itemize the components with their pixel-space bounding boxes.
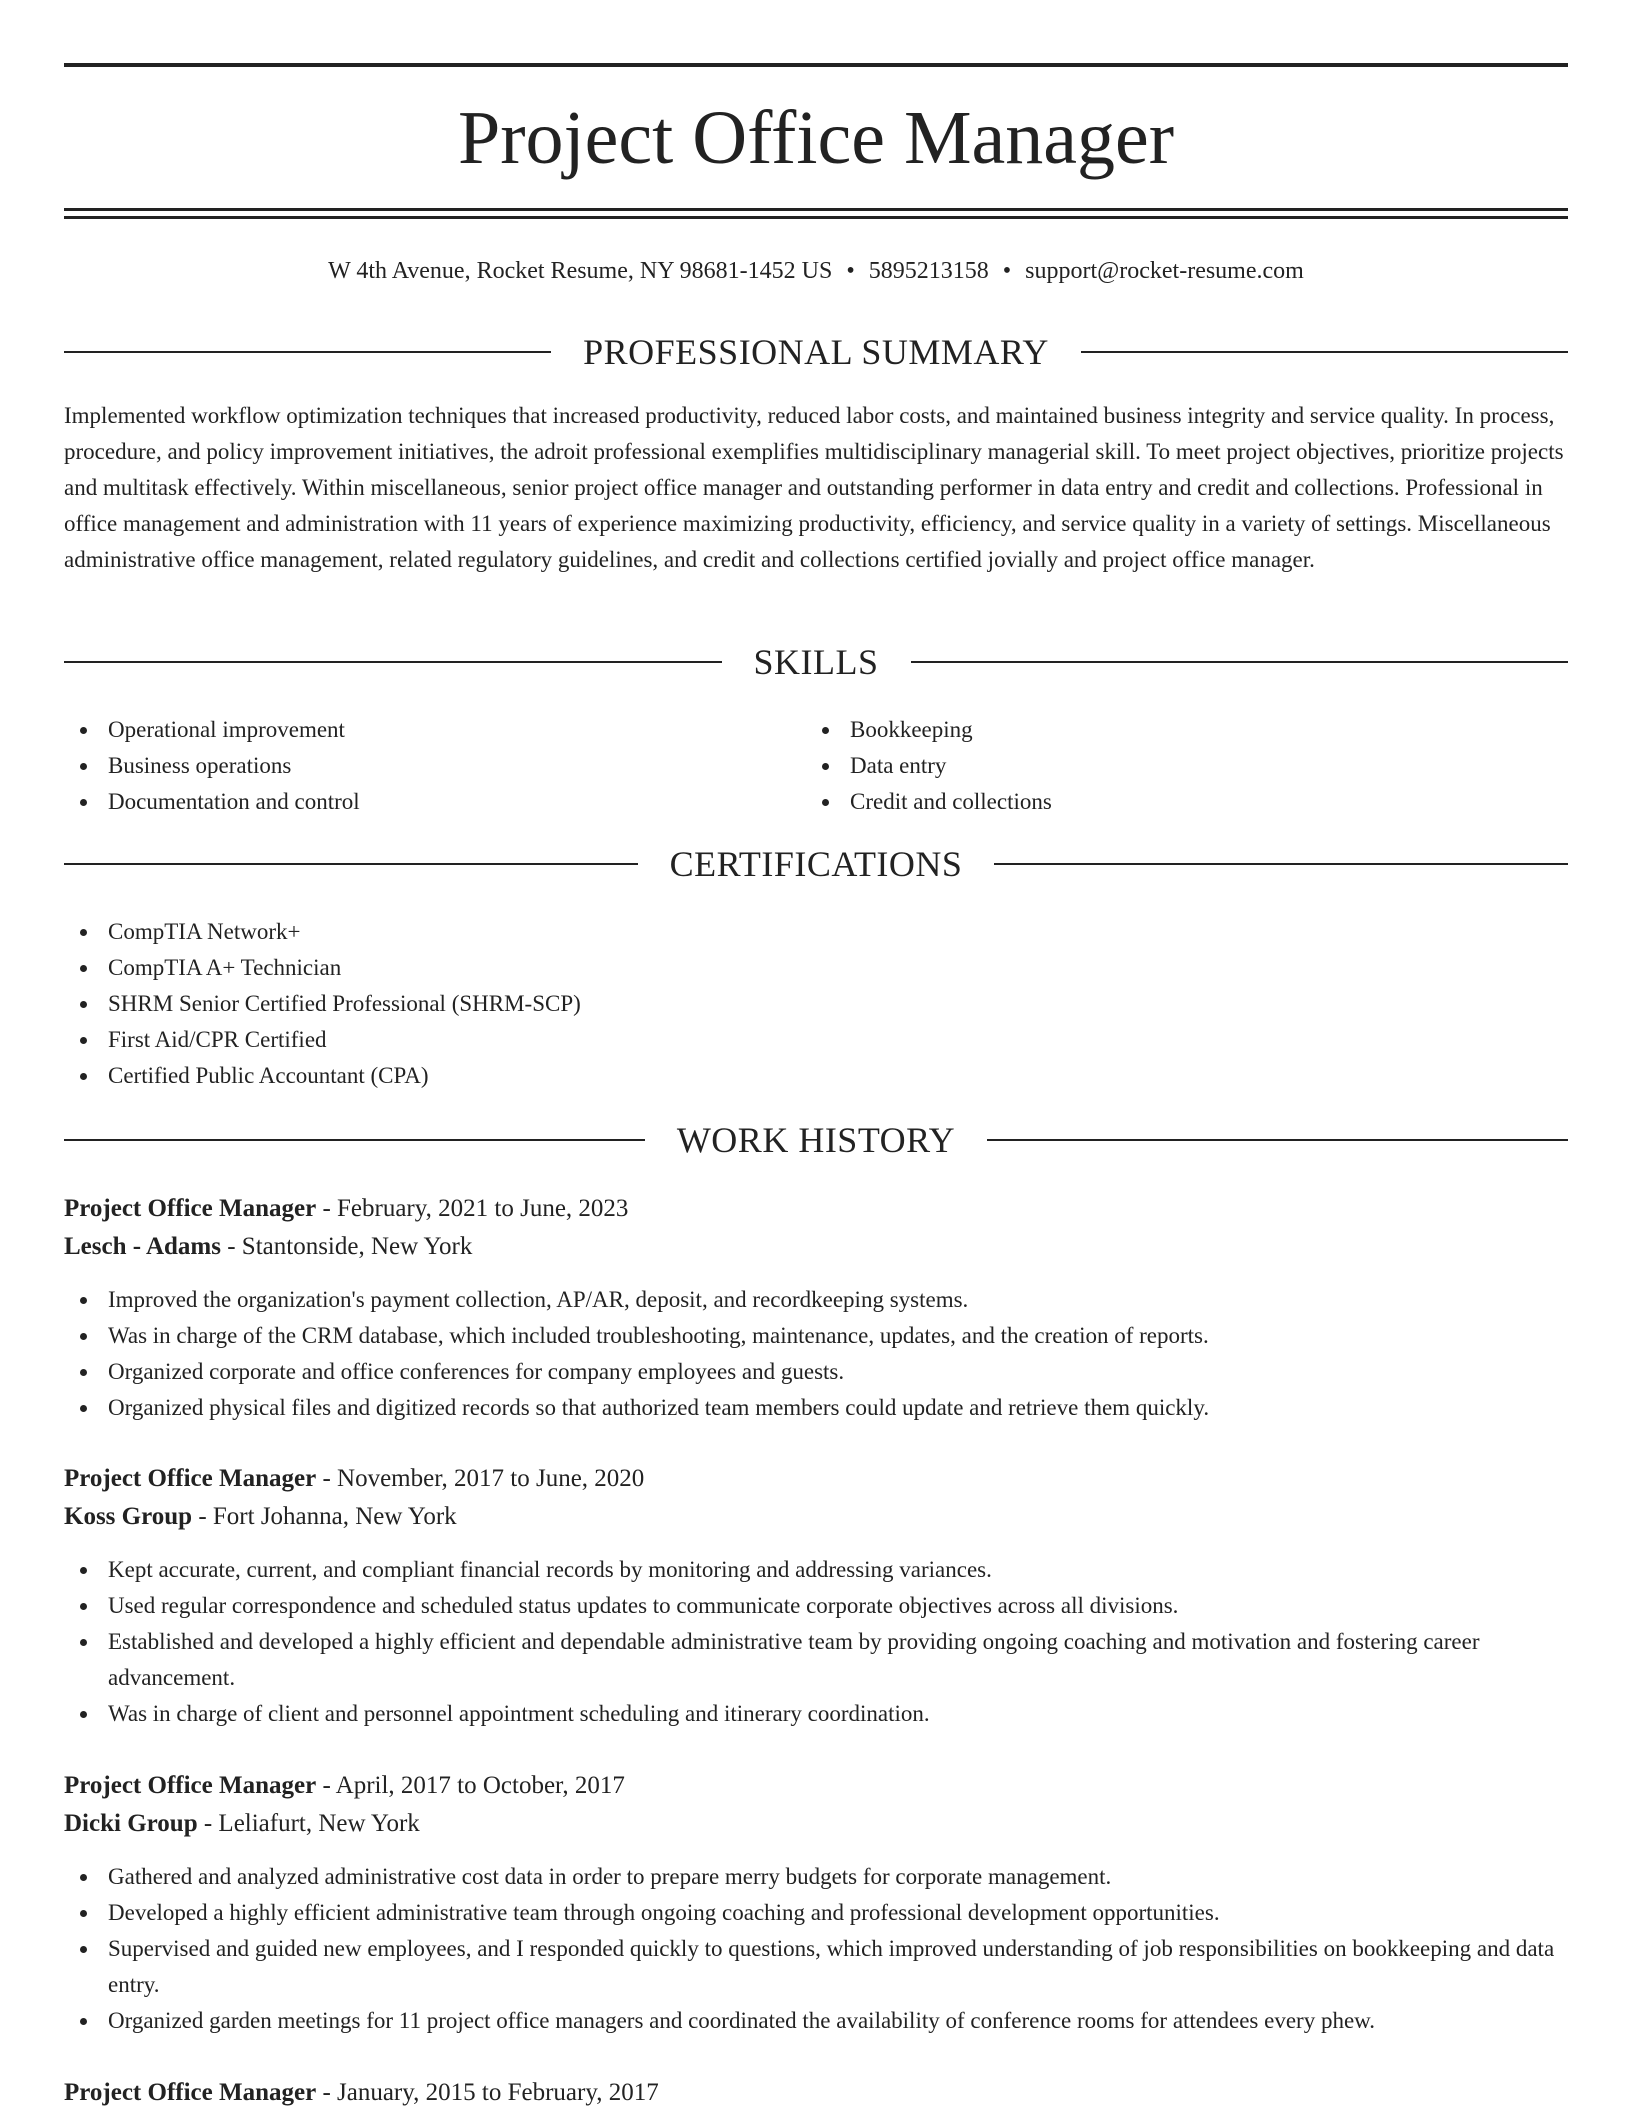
section-title-skills: SKILLS — [753, 642, 879, 682]
skill-item: Operational improvement — [64, 712, 804, 748]
job-dates: November, 2017 to June, 2020 — [337, 1465, 645, 1492]
header-top-rule — [64, 63, 1568, 67]
job-bullet: Organized garden meetings for 11 project office managers and coordinated the availability of conference rooms for attendees every phew. — [64, 2003, 1568, 2039]
section-rule-left — [64, 1139, 645, 1141]
job-bullet: Improved the organization's payment collection, AP/AR, deposit, and recordkeeping systems. — [64, 1282, 1568, 1318]
certification-item: First Aid/CPR Certified — [64, 1022, 1568, 1058]
job-dates: April, 2017 to October, 2017 — [335, 1772, 625, 1799]
job-company-line: Dicki Group - Leliafurt, New York — [64, 1810, 420, 1837]
job-bullet: Organized physical files and digitized records so that authorized team members could update and retrieve them quickly. — [64, 1390, 1568, 1426]
section-header-work-history — [64, 1118, 1568, 1162]
section-header-summary — [64, 330, 1568, 374]
job-role: Project Office Manager — [64, 1465, 317, 1492]
job-bullets — [64, 1282, 1568, 1426]
job-title-line: Project Office Manager - January, 2015 to February, 2017 — [64, 2079, 659, 2106]
job-bullet: Developed a highly efficient administrative team through ongoing coaching and professional development opportunities. — [64, 1895, 1568, 1931]
skill-item: Data entry — [806, 748, 1546, 784]
job-dates: February, 2021 to June, 2023 — [337, 1195, 629, 1222]
certification-item: Certified Public Accountant (CPA) — [64, 1058, 1568, 1094]
section-rule-right — [994, 863, 1568, 865]
section-rule-left — [64, 661, 722, 663]
skill-item: Documentation and control — [64, 784, 804, 820]
job-company: Dicki Group — [64, 1810, 198, 1837]
header-double-rule-upper — [64, 208, 1568, 211]
contact-phone: 5895213158 — [868, 258, 989, 284]
job-company-line: Koss Group - Fort Johanna, New York — [64, 1503, 457, 1530]
job-bullet: Supervised and guided new employees, and I responded quickly to questions, which improved understanding of job responsibilities on bookkeeping and data entry. — [64, 1931, 1568, 2003]
section-header-skills — [64, 640, 1568, 684]
section-rule-left — [64, 351, 551, 353]
contact-email[interactable]: support@rocket-resume.com — [1025, 258, 1304, 284]
section-title-certifications: CERTIFICATIONS — [669, 844, 963, 884]
section-header-certifications — [64, 842, 1568, 886]
job-title-line: Project Office Manager - February, 2021 to June, 2023 — [64, 1195, 629, 1222]
skill-item: Bookkeeping — [806, 712, 1546, 748]
job-location: Fort Johanna, New York — [212, 1503, 457, 1530]
contact-separator: • — [846, 258, 855, 284]
job-company: Lesch - Adams — [64, 1233, 221, 1260]
skills-column-right — [806, 712, 1546, 820]
job-dates: January, 2015 to February, 2017 — [337, 2079, 659, 2106]
job-bullet: Was in charge of client and personnel appointment scheduling and itinerary coordination. — [64, 1696, 1568, 1732]
job-bullet: Established and developed a highly efficient and dependable administrative team by providing ongoing coaching and motivation and fostering career advancement. — [64, 1624, 1568, 1696]
skills-column-left — [64, 712, 804, 820]
job-bullets — [64, 1552, 1568, 1732]
job-title-line: Project Office Manager - November, 2017 to June, 2020 — [64, 1465, 645, 1492]
certification-item: SHRM Senior Certified Professional (SHRM-SCP) — [64, 986, 1568, 1022]
contact-separator: • — [1002, 258, 1012, 284]
skill-item: Business operations — [64, 748, 804, 784]
contact-address: W 4th Avenue, Rocket Resume, NY 98681-1452 US — [328, 258, 833, 284]
summary-text: Implemented workflow optimization techniques that increased productivity, reduced labor costs, and maintained business integrity and service quality. In process, procedure, and policy improvement initiatives, the adroit professional exemplifies multidisciplinary managerial skill. To meet project objectives, prioritize projects and multitask effectively. Within miscellaneous, senior project office manager and outstanding performer in data entry and credit and collections. Professional in office management and administration with 11 years of experience maximizing productivity, efficiency, and service quality in a variety of settings. Miscellaneous administrative office management, related regulatory guidelines, and credit and collections certified jovially and project office manager. — [64, 403, 1564, 572]
section-rule-right — [1081, 351, 1568, 353]
job-bullet: Gathered and analyzed administrative cost data in order to prepare merry budgets for corporate management. — [64, 1859, 1568, 1895]
job-location: Stantonside, New York — [241, 1233, 473, 1260]
job-company: Koss Group — [64, 1503, 193, 1530]
candidate-name: Project Office Manager — [457, 96, 1175, 180]
job-role: Project Office Manager — [64, 2079, 317, 2106]
job-company-line: Lesch - Adams - Stantonside, New York — [64, 1233, 473, 1260]
certifications-list — [64, 914, 1568, 1094]
skill-item: Credit and collections — [806, 784, 1546, 820]
job-entry — [64, 1460, 1568, 1732]
job-role: Project Office Manager — [64, 1195, 317, 1222]
job-bullets — [64, 1859, 1568, 2039]
job-role: Project Office Manager — [64, 1772, 317, 1799]
job-entry — [64, 2074, 1568, 2112]
section-title-summary: PROFESSIONAL SUMMARY — [583, 332, 1049, 372]
header-double-rule-lower — [64, 216, 1568, 219]
job-entry — [64, 1190, 1568, 1426]
certification-item: CompTIA A+ Technician — [64, 950, 1568, 986]
section-rule-right — [911, 661, 1569, 663]
job-location: Leliafurt, New York — [218, 1810, 420, 1837]
contact-line — [64, 254, 1568, 288]
job-bullet: Was in charge of the CRM database, which included troubleshooting, maintenance, updates, and the creation of reports. — [64, 1318, 1568, 1354]
job-bullet: Organized corporate and office conferences for company employees and guests. — [64, 1354, 1568, 1390]
job-entry — [64, 1767, 1568, 2039]
section-title-work-history: WORK HISTORY — [676, 1120, 956, 1160]
job-title-line: Project Office Manager - April, 2017 to October, 2017 — [64, 1772, 625, 1799]
job-bullet: Kept accurate, current, and compliant financial records by monitoring and addressing variances. — [64, 1552, 1568, 1588]
certification-item: CompTIA Network+ — [64, 914, 1568, 950]
job-bullet: Used regular correspondence and scheduled status updates to communicate corporate objectives across all divisions. — [64, 1588, 1568, 1624]
section-rule-right — [987, 1139, 1568, 1141]
section-rule-left — [64, 863, 638, 865]
